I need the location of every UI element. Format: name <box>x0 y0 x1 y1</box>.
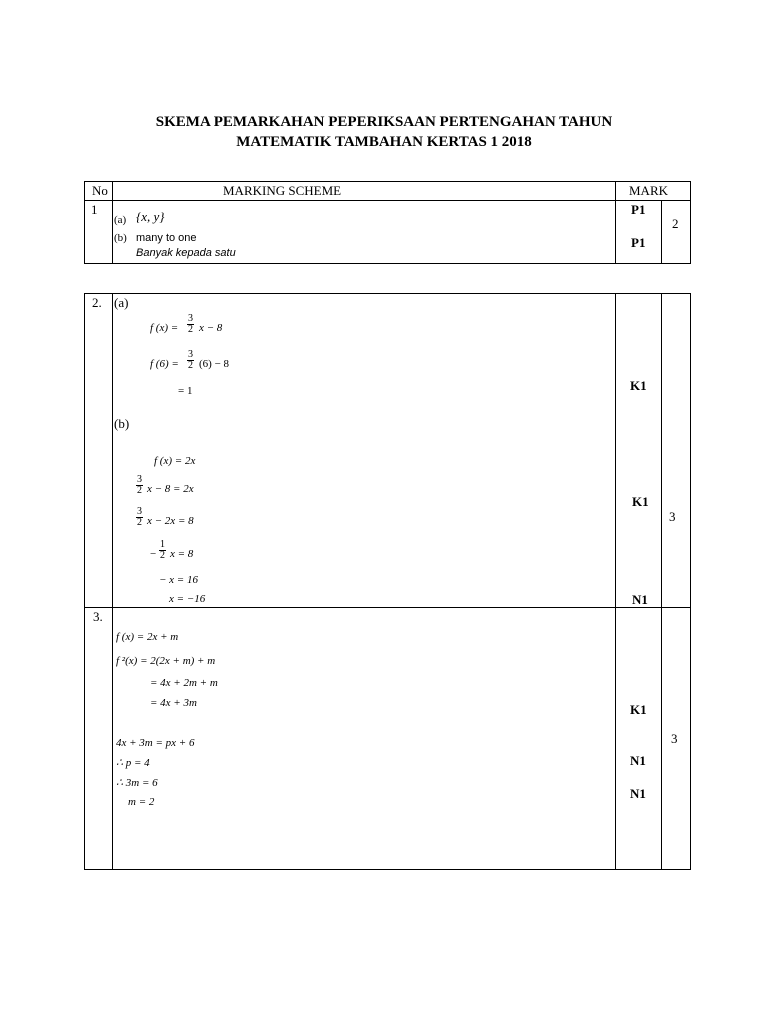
q3-line2: f ²(x) = 2(2x + m) + m <box>116 655 216 667</box>
page-title-line1: SKEMA PEMARKAHAN PEPERIKSAAN PERTENGAHAN TAHUN <box>155 114 613 130</box>
q3-line1: f (x) = 2x + m <box>116 631 179 643</box>
q2-total: 3 <box>669 509 676 524</box>
q3-line4: = 4x + 3m <box>150 697 197 709</box>
q2-a-label: (a) <box>114 295 129 310</box>
q3-line8: m = 2 <box>128 796 155 808</box>
q2-b-line2-rhs: x − 8 = 2x <box>147 483 194 495</box>
q3-mark-a: K1 <box>630 702 647 717</box>
page-title-line2: MATEMATIK TAMBAHAN KERTAS 1 2018 <box>236 134 532 150</box>
header-marking-scheme: MARKING SCHEME <box>223 183 342 198</box>
q2-mark-c: N1 <box>632 592 648 607</box>
q3-number: 3. <box>93 609 103 624</box>
header-no: No <box>92 183 108 198</box>
q3-line5: 4x + 3m = px + 6 <box>116 737 195 749</box>
q2-a-line2-lhs: f (6) = <box>150 358 179 370</box>
q2-b-line4-frac: $\frac{1}{2}$ <box>160 539 165 561</box>
q2-mark-a: K1 <box>630 378 647 393</box>
q1-mark-a: P1 <box>631 202 646 217</box>
q3-mark-b: N1 <box>630 753 646 768</box>
q2-b-line4-lhs: − <box>150 548 157 560</box>
q2-b-label: (b) <box>114 416 130 431</box>
q2-b-line6: x = −16 <box>169 593 206 605</box>
q1-a-answer: {x, y} <box>136 209 165 224</box>
q2-b-line5: − x = 16 <box>159 574 198 586</box>
q1-mark-b: P1 <box>631 235 646 250</box>
q1-number: 1 <box>91 202 98 217</box>
q1-b-malay: Banyak kepada satu <box>136 247 236 259</box>
header-mark: MARK <box>629 183 669 198</box>
q1-total: 2 <box>672 216 679 231</box>
q3-mark-c: N1 <box>630 786 646 801</box>
q1-b-label: (b) <box>114 232 127 244</box>
q2-a-line3: = 1 <box>178 385 193 397</box>
q2-b-line3-frac: $\frac{3}{2}$ <box>137 506 142 528</box>
q2-a-line1-frac: $\frac{3}{2}$ <box>188 313 193 335</box>
q2-a-line1-rhs: x − 8 <box>199 322 223 334</box>
q3-line3: = 4x + 2m + m <box>150 677 218 689</box>
q2-b-line4-rhs: x = 8 <box>170 548 194 560</box>
q2-mark-b: K1 <box>632 494 649 509</box>
q2-a-line2-frac: $\frac{3}{2}$ <box>188 349 193 371</box>
q3-total: 3 <box>671 731 678 746</box>
q2-b-line1: f (x) = 2x <box>154 455 196 467</box>
q3-line7: ∴ 3m = 6 <box>116 777 158 789</box>
q1-b-answer: many to one <box>136 232 197 244</box>
q1-a-label: (a) <box>114 214 127 226</box>
q2-number: 2. <box>92 295 102 310</box>
q2-a-line1-lhs: f (x) = <box>150 322 179 334</box>
q2-b-line3-rhs: x − 2x = 8 <box>147 515 194 527</box>
q2-a-line2-rhs: (6) − 8 <box>199 358 230 370</box>
q2-b-line2-frac: $\frac{3}{2}$ <box>137 474 142 496</box>
q3-line6: ∴ p = 4 <box>116 757 150 769</box>
